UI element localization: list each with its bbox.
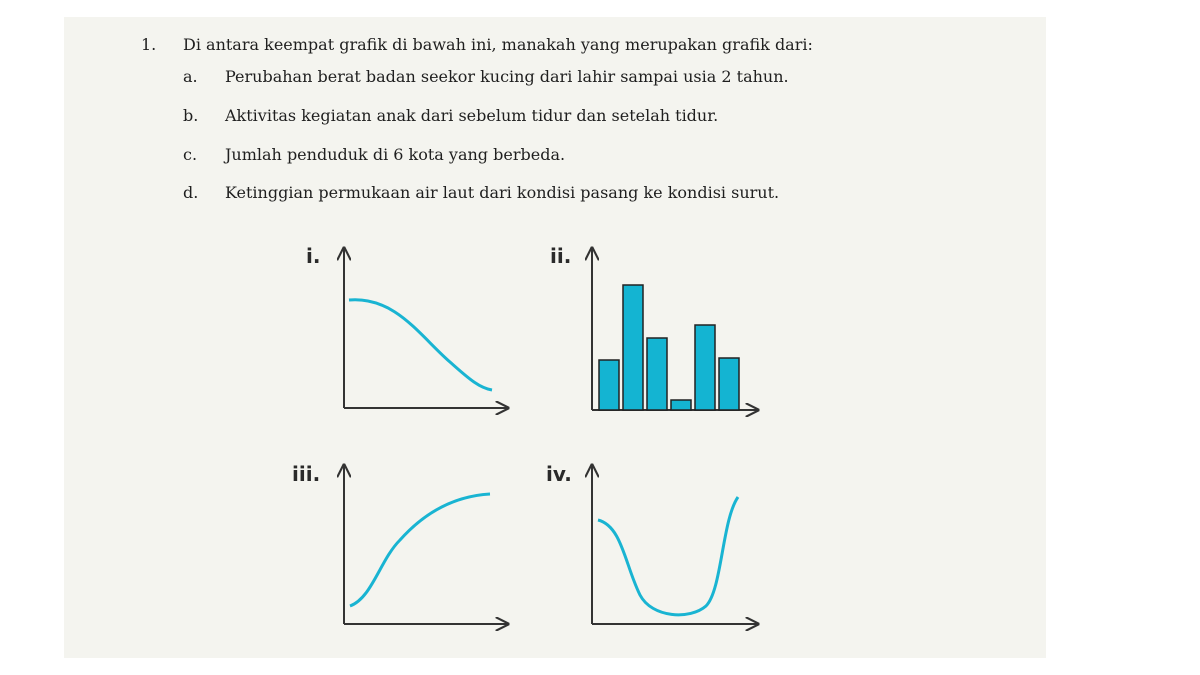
option-text: Perubahan berat badan seekor kucing dari lahir sampai usia 2 tahun. xyxy=(225,67,789,86)
option-a xyxy=(183,67,789,86)
option-letter: c. xyxy=(183,145,198,164)
option-c xyxy=(183,145,565,164)
option-letter: b. xyxy=(183,106,199,125)
option-letter: a. xyxy=(183,67,198,86)
option-b xyxy=(183,106,718,125)
option-text: Jumlah penduduk di 6 kota yang berbeda. xyxy=(225,145,566,164)
graph-ii-label: ii. xyxy=(550,244,572,268)
question-text: Di antara keempat grafik di bawah ini, manakah yang merupakan grafik dari: xyxy=(183,35,813,54)
option-text: Ketinggian permukaan air laut dari kondisi pasang ke kondisi surut. xyxy=(225,183,780,202)
graph-iv-label: iv. xyxy=(546,462,572,486)
option-letter: d. xyxy=(183,183,199,202)
option-d xyxy=(183,183,779,202)
question-number: 1. xyxy=(141,35,157,54)
option-text: Aktivitas kegiatan anak dari sebelum tidur dan setelah tidur. xyxy=(225,106,719,125)
graph-iii-label: iii. xyxy=(292,462,321,486)
graph-i-label: i. xyxy=(306,244,321,268)
